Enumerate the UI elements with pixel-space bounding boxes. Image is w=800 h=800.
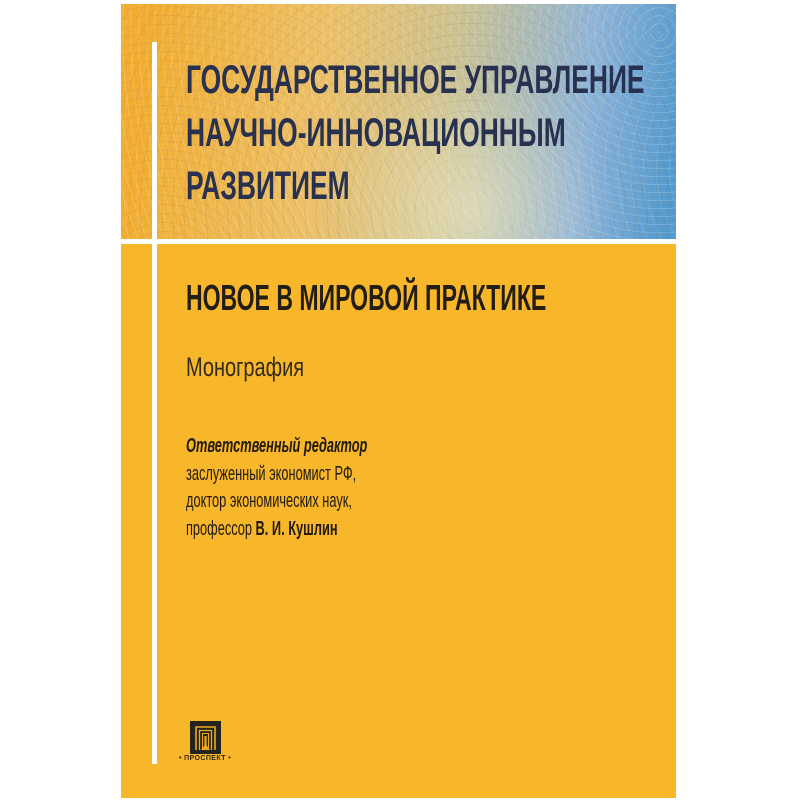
publication-type-label: Монография xyxy=(186,352,305,382)
editor-title-prefix: профессор xyxy=(186,517,256,540)
book-title xyxy=(186,54,676,213)
prospekt-gate-icon xyxy=(190,721,221,754)
editor-credential-2: доктор экономических наук, xyxy=(186,490,352,512)
editor-credential-1: заслуженный экономист РФ, xyxy=(186,462,357,485)
publisher-name-label: • ПРОСПЕКТ • xyxy=(178,755,232,762)
book-subtitle: НОВОЕ В МИРОВОЙ ПРАКТИКЕ xyxy=(186,277,547,318)
book-cover xyxy=(121,4,676,798)
vertical-rule xyxy=(152,42,157,764)
book-title-line-3: РАЗВИТИЕМ xyxy=(186,164,350,208)
editor-role-label: Ответственный редактор xyxy=(186,435,368,457)
cover-top-gradient-band xyxy=(121,4,676,239)
editor-block xyxy=(186,433,469,543)
editor-name-line xyxy=(186,516,367,544)
book-title-line-2: НАУЧНО-ИННОВАЦИОННЫМ xyxy=(186,111,566,155)
book-title-line-1: ГОСУДАРСТВЕННОЕ УПРАВЛЕНИЕ xyxy=(186,58,645,102)
editor-name: В. И. Кушлин xyxy=(255,517,338,540)
cover-lower-field xyxy=(121,244,676,798)
publisher-logo xyxy=(178,721,232,762)
